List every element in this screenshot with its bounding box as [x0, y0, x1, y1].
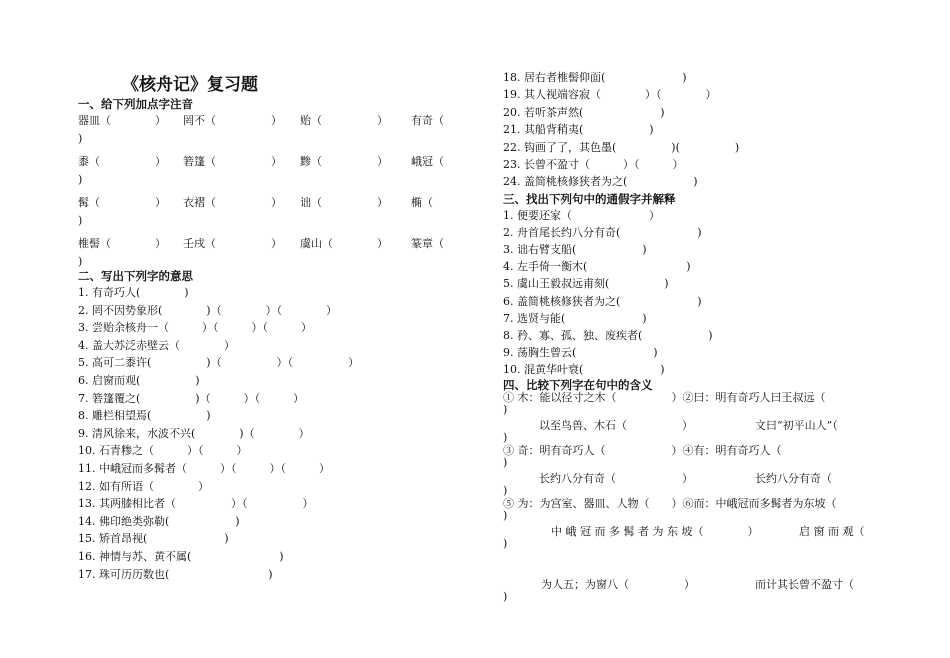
comparison-continuation: ) [503, 431, 508, 444]
pinyin-cell: 箬篷（ ） [183, 155, 282, 168]
meaning-item: 6. 启窗而观( ) [78, 374, 200, 387]
tongjia-item: 3. 诎右臂支船( ) [503, 243, 647, 257]
comparison-line: ① 木：能以径寸之木（ ）②曰：明有奇巧人曰王叔远（ [503, 391, 826, 404]
pinyin-cell: 髯（ ） [78, 196, 166, 209]
meaning-item: 22. 钩画了了，其色墨( )( ) [503, 140, 740, 154]
meaning-item: 15. 矫首昂视( ) [78, 532, 229, 546]
pinyin-cell: 篆章（ [411, 237, 444, 250]
meaning-item: 12. 如有所语（ ） [78, 479, 209, 493]
meaning-item: 17. 珠可历历数也( ) [78, 567, 273, 581]
pinyin-cell: 有奇（ [411, 114, 444, 127]
tongjia-item: 8. 矜、寡、孤、独、废疾者( ) [503, 328, 713, 342]
meaning-item: 8. 雕栏相望焉( ) [78, 409, 211, 423]
comparison-line: ③ 奇：明有奇巧人（ ）④有：明有奇巧人（ [503, 444, 782, 457]
comparison-sub-a: 为人五；为窗八（ ） [541, 578, 695, 591]
comparison-sub-b: 启 窗 而 观（ [799, 525, 865, 538]
pinyin-cell: 器皿（ ） [78, 114, 166, 127]
comparison-sub-a: 长约八分有奇（ ） [539, 472, 693, 485]
tongjia-item: 1. 便要还家（ ） [503, 209, 660, 222]
meaning-item: 14. 佛印绝类弥勒( ) [78, 514, 240, 528]
pinyin-cell: 峨冠（ [411, 155, 444, 168]
pinyin-row-continuation: ) [78, 255, 83, 268]
meaning-item: 5. 高可二黍许( )（ ）（ ） [78, 356, 360, 370]
pinyin-cell: 诎（ ） [300, 196, 388, 209]
pinyin-cell: 贻（ ） [300, 114, 388, 127]
tongjia-item: 9. 荡胸生曾云( ) [503, 345, 658, 359]
pinyin-cell: 衣褶（ ） [183, 196, 282, 209]
section-3-heading: 三、找出下列句中的通假字并解释 [503, 192, 676, 206]
meaning-item: 9. 清风徐来，水波不兴( )（ ） [78, 426, 310, 440]
meaning-item: 11. 中峨冠而多髯者（ ）（ ）（ ） [78, 462, 330, 475]
meaning-item: 7. 箬篷覆之( )（ ）（ ） [78, 391, 305, 405]
page-title: 《核舟记》复习题 [122, 75, 258, 95]
tongjia-item: 2. 舟首尾长约八分有奇( ) [503, 226, 702, 240]
pinyin-cell: 虞山（ ） [300, 237, 388, 250]
meaning-item: 21. 其船背稍夷( ) [503, 123, 654, 137]
meaning-item: 24. 盖简桃核修狭者为之( ) [503, 175, 698, 189]
comparison-line: ⑤ 为：为宫室、器皿、人物（ ）⑥而：中峨冠而多髯者为东坡（ [503, 497, 837, 510]
comparison-continuation: ) [503, 403, 508, 416]
comparison-continuation: ) [503, 590, 508, 603]
pinyin-row-continuation: ) [78, 214, 83, 227]
comparison-continuation: ) [503, 456, 508, 469]
pinyin-cell: 黪（ ） [300, 155, 388, 168]
comparison-sub-b: 文曰“初平山人”（ [755, 419, 838, 432]
comparison-continuation: ) [503, 484, 508, 497]
comparison-sub-b: 长约八分有奇（ [755, 472, 832, 485]
comparison-sub-a: 以至鸟兽、木石（ ） [539, 419, 693, 432]
pinyin-row-continuation: ) [78, 173, 83, 186]
meaning-item: 13. 其两膝相比者（ ）（ ） [78, 497, 314, 511]
comparison-continuation: ) [503, 537, 508, 550]
tongjia-item: 7. 选贤与能( ) [503, 311, 647, 325]
tongjia-item: 4. 左手倚一衡木( ) [503, 260, 691, 274]
section-2-heading: 二、写出下列字的意思 [78, 269, 193, 283]
meaning-item: 16. 神情与苏、黄不属( ) [78, 550, 284, 563]
pinyin-cell: 壬戌（ ） [183, 237, 282, 250]
meaning-item: 23. 长曾不盈寸（ ）（ ） [503, 158, 684, 171]
comparison-continuation: ) [503, 509, 508, 522]
tongjia-item: 10. 混黄华叶衰( ) [503, 362, 665, 376]
comparison-sub-b: 而计其长曾不盈寸（ [755, 578, 854, 591]
section-1-heading: 一、给下列加点字注音 [78, 97, 193, 111]
meaning-item: 1. 有奇巧人( ) [78, 286, 189, 299]
tongjia-item: 5. 虞山王毅叔远甫刻( ) [503, 277, 669, 291]
meaning-item: 10. 石青糁之（ ）（ ） [78, 444, 248, 458]
meaning-item: 18. 居右者椎髻仰面( ) [503, 71, 687, 84]
pinyin-row-continuation: ) [78, 132, 83, 145]
comparison-sub-a: 中 峨 冠 而 多 髯 者 为 东 坡（ ） [551, 525, 759, 538]
pinyin-cell: 椭（ [411, 196, 433, 209]
meaning-item: 19. 其人视端容寂（ ）（ ） [503, 88, 717, 102]
tongjia-item: 6. 盖简桃核修狭者为之( ) [503, 294, 702, 308]
pinyin-cell: 椎髻（ ） [78, 237, 166, 250]
section-4-heading: 四、比较下列字在句中的含义 [503, 378, 653, 392]
pinyin-cell: 黍（ ） [78, 155, 166, 168]
meaning-item: 2. 罔不因势象形( )（ ）（ ） [78, 303, 338, 317]
meaning-item: 4. 盖大苏泛赤壁云（ ） [78, 338, 235, 352]
pinyin-cell: 罔不（ ） [183, 114, 282, 127]
meaning-item: 20. 若听茶声然( ) [503, 105, 665, 119]
meaning-item: 3. 尝贻余核舟一（ ）（ ）（ ） [78, 321, 312, 335]
